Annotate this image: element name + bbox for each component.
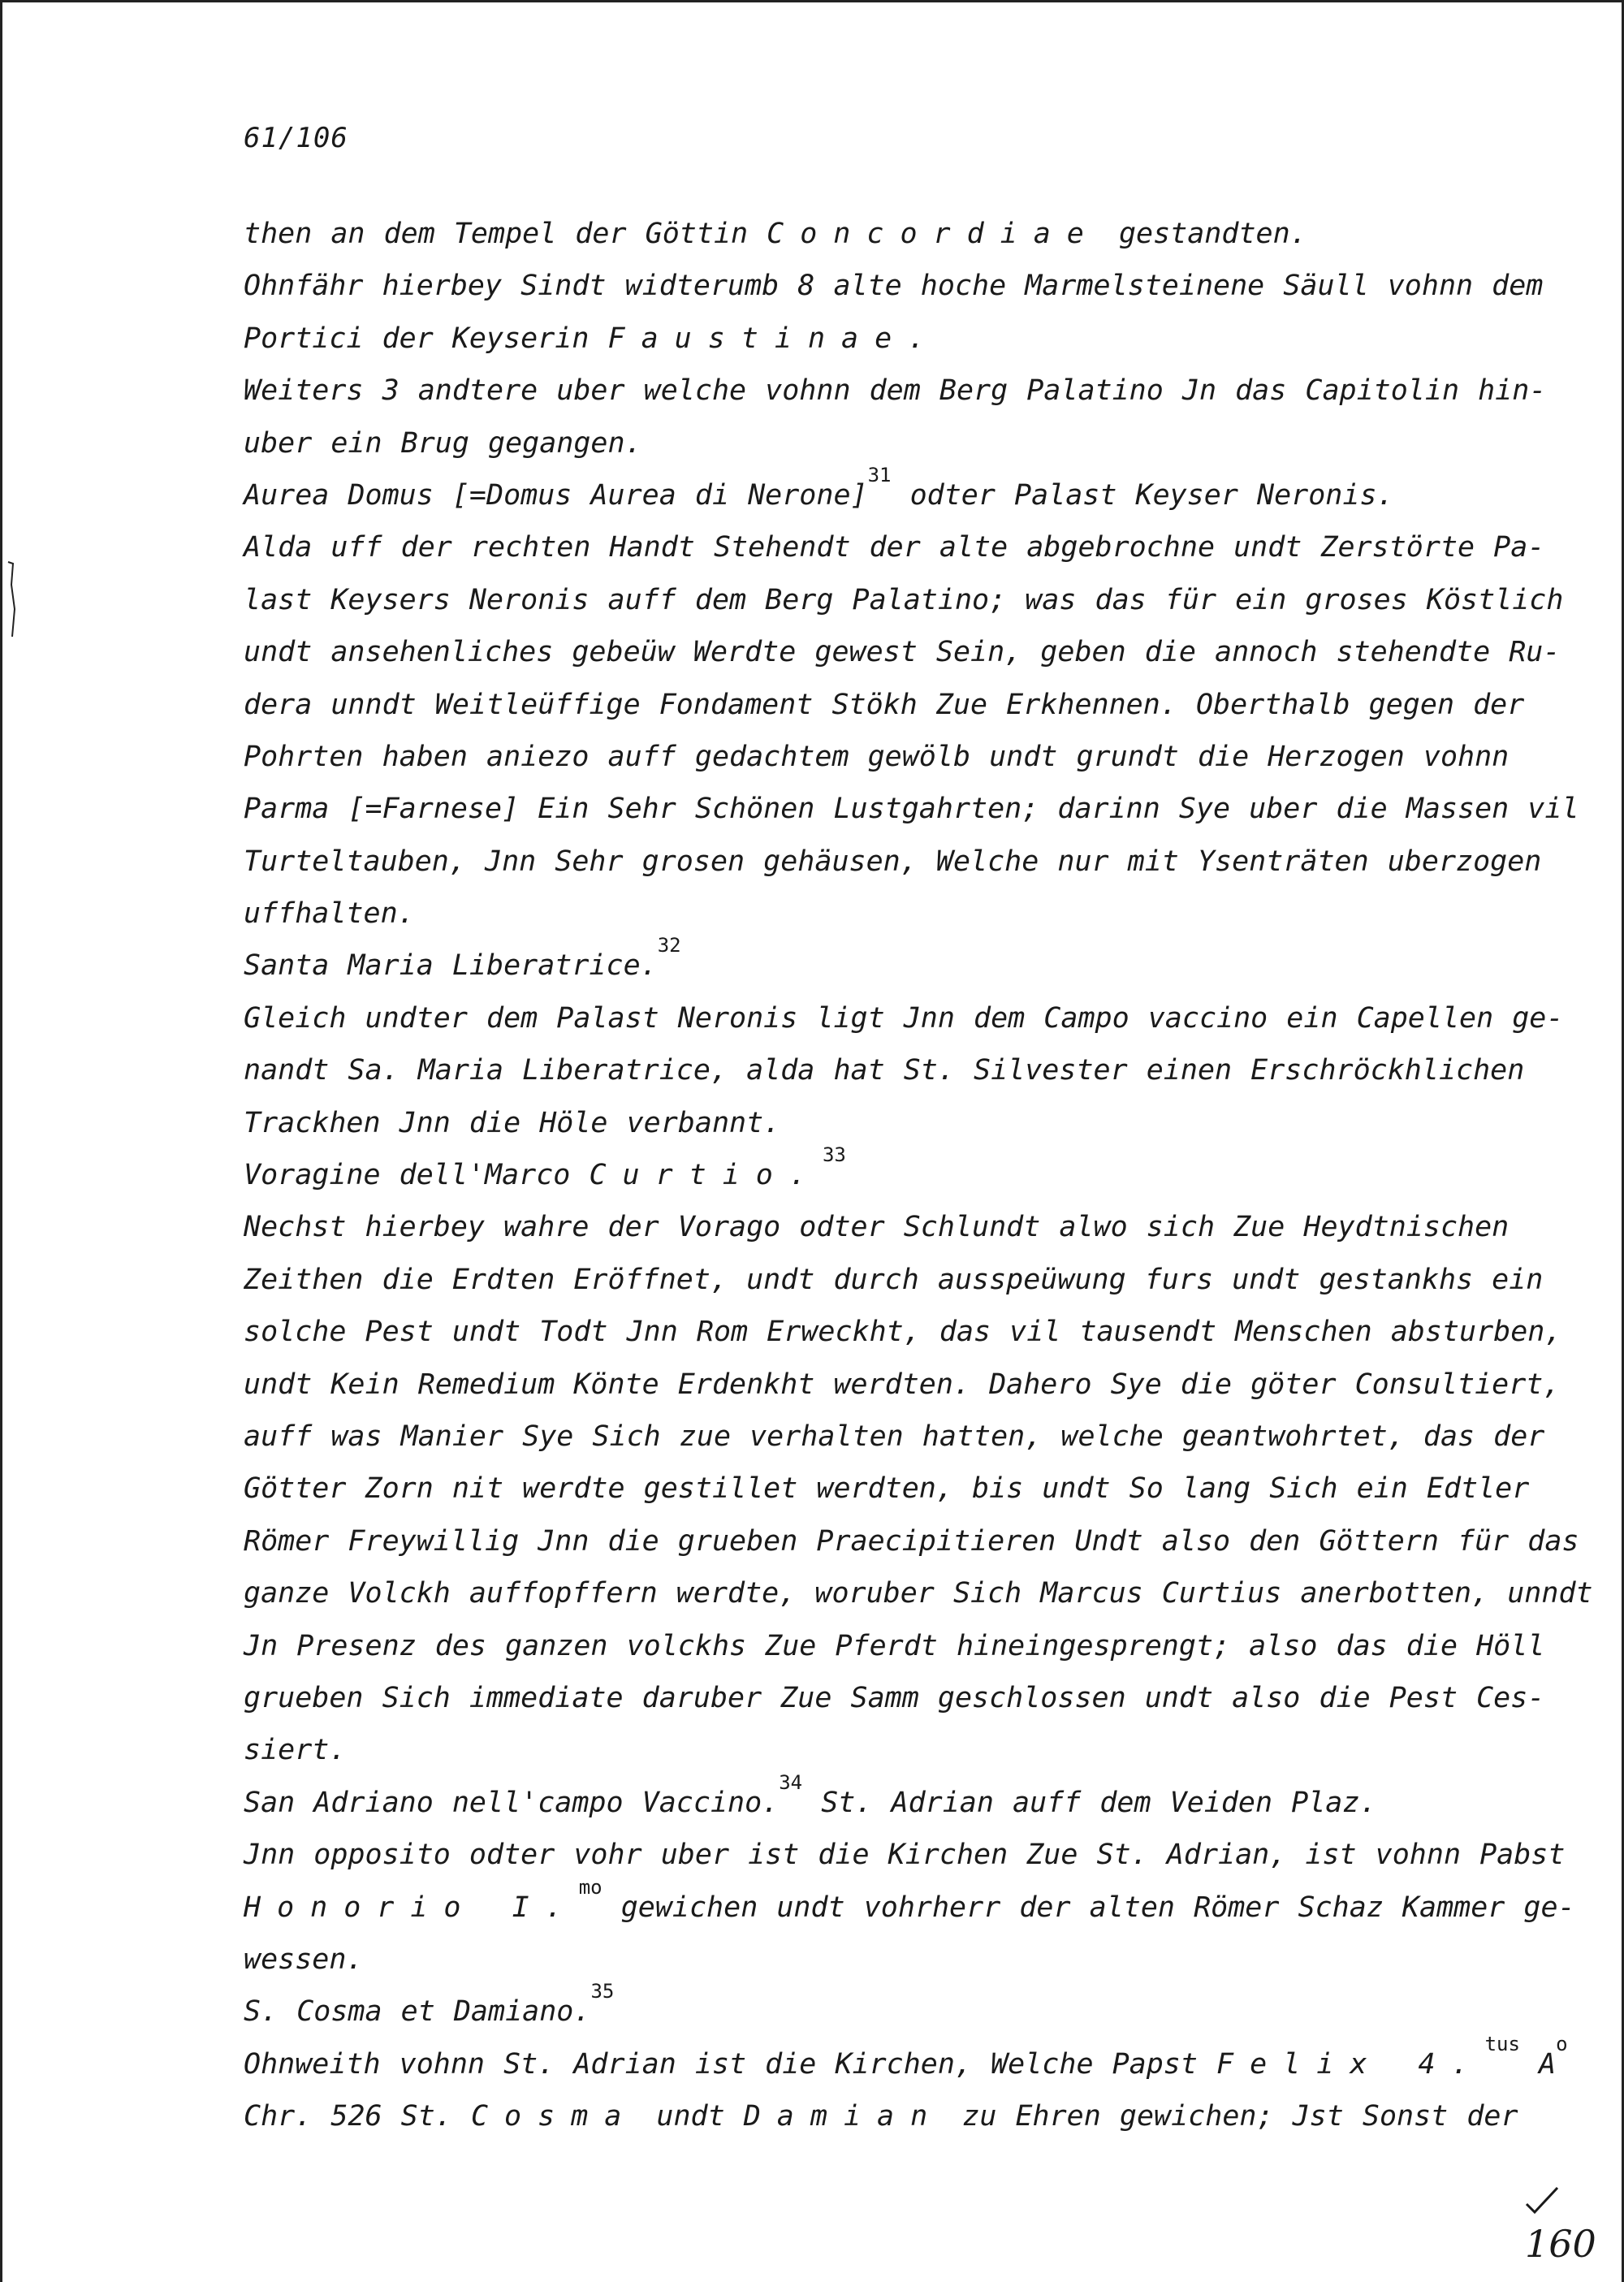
text-line (244, 1724, 1543, 1776)
text-segment: Ohnweith vohnn St. Adrian ist die Kirchen, Welche Papst (244, 2047, 1217, 2081)
text-segment: Trackhen Jnn die Höle verbannt. (244, 1106, 781, 1139)
text-segment: mo (578, 1875, 603, 1899)
text-line (244, 1044, 1543, 1096)
text-line (244, 626, 1561, 678)
text-line (244, 313, 1543, 365)
text-segment: o (1556, 2032, 1568, 2055)
text-segment: zu Ehren gewichen; Jst Sonst der (944, 2100, 1518, 2133)
text-segment: Aurea Domus [=Domus Aurea di Nerone] (244, 478, 868, 512)
text-line (244, 1934, 1543, 1986)
text-segment: Faustinae. (607, 322, 942, 355)
page-number: 61/106 (244, 122, 348, 154)
page-border-left (0, 0, 2, 2282)
text-line (244, 365, 1547, 417)
text-line (244, 1306, 1562, 1358)
text-segment: Pohrten haben aniezo auff gedachtem gewölb undt grundt die Herzogen vohnn (244, 740, 1510, 773)
text-segment: Zeithen die Erdten Eröffnet, undt durch ausspeüwung furs undt gestankhs ein (244, 1263, 1544, 1296)
text-segment: 31 (867, 463, 892, 486)
text-line (244, 1770, 1543, 1829)
text-line (244, 463, 1543, 521)
text-line (244, 260, 1543, 312)
text-line (244, 1143, 1543, 1201)
text-segment: solche Pest undt Todt Jnn Rom Erweckht, das vil tausendt Menschen absturben, (244, 1316, 1562, 1349)
text-segment: Felix 4. (1216, 2047, 1485, 2081)
text-segment: 32 (657, 934, 681, 957)
text-line (244, 208, 1543, 260)
text-line (244, 1620, 1543, 1672)
text-line (244, 574, 1564, 626)
text-segment: A (1519, 2047, 1557, 2081)
text-segment: tus (1484, 2032, 1520, 2055)
text-segment: uffhalten. (244, 897, 415, 931)
text-segment: then an dem Tempel der Göttin (244, 218, 767, 250)
text-segment: odter Palast Keyser Neronis. (891, 478, 1394, 512)
text-line (244, 1875, 1575, 1934)
text-line (244, 1672, 1543, 1724)
text-segment: Concordiae (767, 218, 1100, 250)
text-segment: Nechst hierbey wahre der Vorago odter Schlundt alwo sich Zue Heydtnischen (244, 1211, 1510, 1244)
text-line (244, 1254, 1543, 1306)
text-segment: nandt Sa. Maria Liberatrice, alda hat St. Silvester einen Erschröckhlichen (244, 1054, 1525, 1087)
text-segment: Turteltauben, Jnn Sehr grosen gehäusen, Welche nur mit Ysenträten uberzogen (244, 845, 1542, 878)
text-line (244, 731, 1543, 783)
text-line (244, 2090, 1543, 2142)
text-line (244, 417, 1543, 469)
text-segment: Alda uff der rechten Handt Stehendt der alte abgebrochne undt Zerstörte Pa- (244, 531, 1545, 564)
text-segment: siert. (244, 1734, 347, 1767)
text-segment: wessen. (244, 1943, 364, 1976)
text-segment: uber ein Brug gegangen. (244, 426, 642, 460)
document-body (244, 208, 1593, 2142)
text-segment: St. Adrian auff dem Veiden Plaz. (802, 1786, 1377, 1819)
text-segment: Chr. 526 St. (244, 2100, 471, 2133)
text-segment: 35 (590, 1980, 615, 2003)
text-segment: ganze Volckh auffopffern werdte, woruber Sich Marcus Curtius anerbotten, unndt (244, 1577, 1593, 1610)
text-segment: Voragine dell'Marco (244, 1159, 590, 1192)
text-line (244, 679, 1543, 731)
text-line (244, 1359, 1561, 1411)
text-line (244, 1201, 1543, 1253)
text-line (244, 836, 1543, 888)
margin-clip-mark (6, 560, 16, 638)
folio-number: 160 (1525, 2222, 1596, 2266)
page-border-top (0, 0, 1624, 2)
text-segment: Honorio I. (244, 1891, 579, 1924)
text-segment: Ohnfähr hierbey Sindt widterumb 8 alte hoche Marmelsteinene Säull vohnn dem (244, 270, 1544, 303)
text-line (244, 992, 1564, 1044)
text-segment: Cosma (470, 2100, 638, 2133)
text-segment: Götter Zorn nit werdte gestillet werdten, bis undt So lang Sich ein Edtler (244, 1472, 1530, 1506)
text-segment: Gleich undter dem Palast Neronis ligt Jnn dem Campo vaccino ein Capellen ge- (244, 1001, 1564, 1035)
text-line (244, 1829, 1566, 1881)
text-line (244, 521, 1543, 573)
text-line (244, 1411, 1543, 1463)
text-segment: Römer Freywillig Jnn die grueben Praecipitieren Undt also den Göttern für das (244, 1524, 1579, 1558)
check-mark-icon (1522, 2185, 1562, 2217)
text-segment: auff was Manier Sye Sich zue verhalten hatten, welche geantwohrtet, das der (244, 1420, 1545, 1453)
text-segment: S. Cosma et Damiano. (244, 1995, 591, 2029)
text-segment: Damian (743, 2100, 944, 2133)
text-segment: Portici der Keyserin (244, 322, 608, 355)
text-segment: gewichen undt vohrherr der alten Römer Schaz Kammer ge- (602, 1891, 1575, 1924)
text-segment: Santa Maria Liberatrice. (244, 949, 658, 983)
text-segment: undt ansehenliches gebeüw Werdte gewest Sein, geben die annoch stehendte Ru- (244, 636, 1561, 669)
text-segment: Jn Presenz des ganzen volckhs Zue Pferdt hineingesprengt; also das die Höll (244, 1629, 1545, 1662)
text-line (244, 1097, 1543, 1149)
text-segment: Parma [=Farnese] Ein Sehr Schönen Lustgahrten; darinn Sye uber die Massen vil (244, 793, 1579, 826)
text-segment: dera unndt Weitleüffige Fondament Stökh Zue Erkhennen. Oberthalb gegen der (244, 688, 1525, 721)
text-line (244, 1515, 1579, 1567)
text-line (244, 1463, 1543, 1515)
text-segment: Weiters 3 andtere uber welche vohnn dem Berg Palatino Jn das Capitolin hin- (244, 374, 1547, 408)
text-segment: Curtio. (589, 1159, 823, 1192)
text-segment: gestandten. (1099, 218, 1307, 250)
text-segment: last Keysers Neronis auff dem Berg Palatino; was das für ein groses Köstlich (244, 583, 1564, 616)
text-segment: 34 (779, 1770, 803, 1794)
text-segment: Jnn opposito odter vohr uber ist die Kirchen Zue St. Adrian, ist vohnn Pabst (244, 1839, 1566, 1872)
text-line (244, 1980, 1543, 2038)
text-line (244, 2032, 1568, 2090)
text-segment: undt (637, 2100, 744, 2133)
text-line (244, 888, 1543, 940)
text-segment: San Adriano nell'campo Vaccino. (244, 1786, 780, 1819)
text-segment: 33 (822, 1143, 846, 1167)
text-line (244, 1567, 1593, 1619)
text-line (244, 934, 1543, 992)
text-line (244, 783, 1579, 835)
text-segment: undt Kein Remedium Könte Erdenkht werdten. Dahero Sye die göter Consultiert, (244, 1368, 1561, 1401)
text-segment: grueben Sich immediate daruber Zue Samm geschlossen undt also die Pest Ces- (244, 1681, 1545, 1714)
